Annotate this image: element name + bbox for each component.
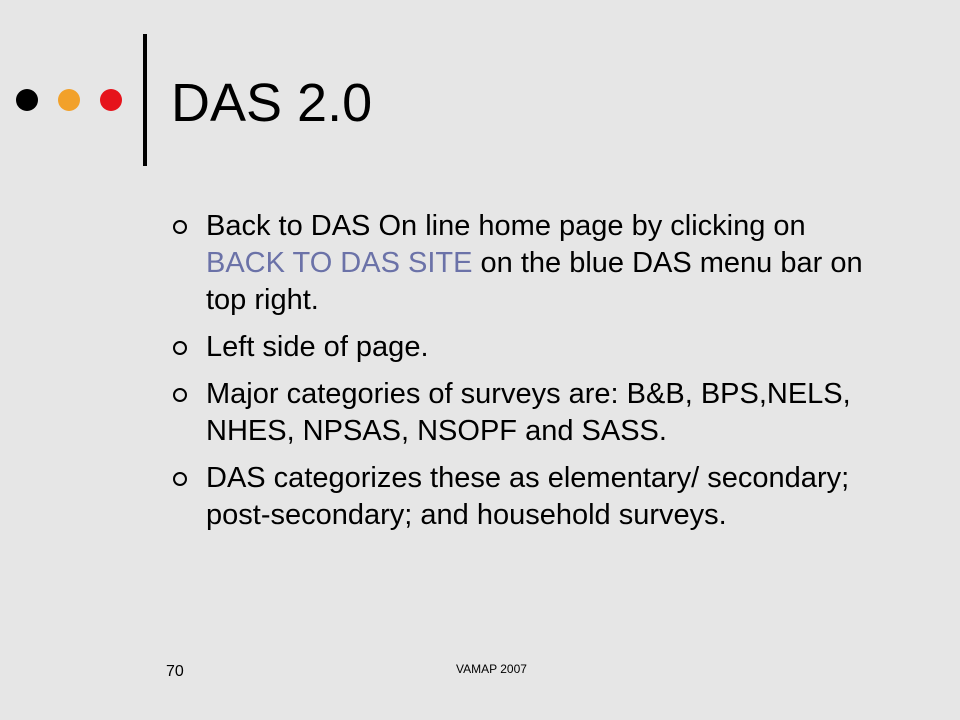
bullet-item xyxy=(170,329,890,366)
bullet-text: Major categories of surveys are: B&B, BPS,NELS, NHES, NPSAS, NSOPF and SASS. xyxy=(206,378,851,447)
bullet-item xyxy=(170,460,890,534)
bullet-text-after: on the blue DAS menu bar on top right. xyxy=(206,247,863,316)
ring-bullet-icon xyxy=(173,220,187,234)
footer-text: VAMAP 2007 xyxy=(456,662,527,676)
slide-number: 70 xyxy=(166,663,184,680)
back-to-das-site-link-text: BACK TO DAS SITE xyxy=(206,247,473,279)
black-dot-icon xyxy=(16,89,38,111)
red-dot-icon xyxy=(100,89,122,111)
bullet-text: DAS categorizes these as elementary/ secondary; post-secondary; and household surveys. xyxy=(206,462,850,531)
bullet-item xyxy=(170,208,890,319)
slide-title: DAS 2.0 xyxy=(171,73,373,133)
ring-bullet-icon xyxy=(173,341,187,355)
ring-bullet-icon xyxy=(173,388,187,402)
bullet-text: Left side of page. xyxy=(206,331,429,363)
bullet-list xyxy=(170,208,890,544)
ring-bullet-icon xyxy=(173,472,187,486)
bullet-item xyxy=(170,376,890,450)
orange-dot-icon xyxy=(58,89,80,111)
decorative-dots xyxy=(16,88,122,112)
bullet-text-before: Back to DAS On line home page by clicking on xyxy=(206,210,806,242)
title-divider xyxy=(143,34,147,166)
